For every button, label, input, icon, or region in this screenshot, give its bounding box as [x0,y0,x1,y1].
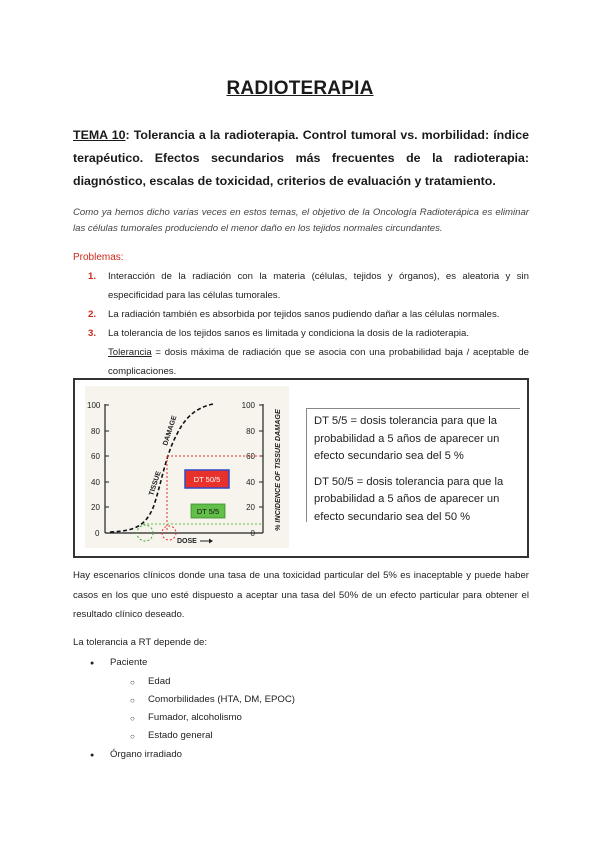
dt5-label: DT 5/5 [196,507,220,516]
topic-text: : Tolerancia a la radioterapia. Control tumoral vs. morbilidad: índice terapéutico. Efectos secundarios más frecuentes de la radioterapia: diagnóstico, escalas de toxicidad, criterios de evaluación y tratamiento. [73,128,529,188]
right-tick: 80 [246,427,255,436]
problem-item [88,267,529,305]
page-title: RADIOTERAPIA [226,78,374,99]
left-tick: 20 [91,503,100,512]
x-axis-label: DOSE [177,538,197,545]
tolerancia-term: Tolerancia [108,347,152,358]
problem-text: La tolerancia de los tejidos sanos es limitada y condiciona la dosis de la radioterapia. [108,328,470,339]
problem-item [88,305,529,324]
topic-label: TEMA 10 [73,128,126,142]
problem-item [88,324,529,381]
scenario-paragraph: Hay escenarios clínicos donde una tasa de una toxicidad particular del 5% es inaceptable y puede haber casos en los que uno esté dispuesto a aceptar una tasa del 50% de un efecto particular para obtener el resultado clínico deseado. [73,570,529,620]
problem-number: 1. [88,271,97,282]
left-tick: 100 [87,401,101,410]
sub-bullet: ○ Estado general [148,730,213,741]
right-tick: 40 [246,478,255,487]
bullet-organo: ● Órgano irradiado [110,749,182,760]
left-tick: 40 [91,478,100,487]
bullet-paciente: ● Paciente [110,657,147,668]
depends-intro: La tolerancia a RT depende de: [73,637,208,648]
curve-label-damage: DAMAGE [162,414,179,447]
right-axis-label: % INCIDENCE OF TISSUE DAMAGE [273,409,282,531]
left-tick: 60 [91,452,100,461]
problem-text: La radiación también es absorbida por tejidos sanos pudiendo dañar a las células normales. [108,309,500,320]
sub-bullet: ○ Fumador, alcoholismo [148,712,242,723]
topic-heading [73,124,529,193]
sub-bullet: ○ Comorbilidades (HTA, DM, EPOC) [148,694,295,705]
sub-bullet: ○ Edad [148,676,170,687]
problem-number: 3. [88,328,97,339]
tolerancia-definition: = dosis máxima de radiación que se asocia con una probabilidad baja / aceptable de complicaciones. [108,347,529,377]
dose-response-figure [85,386,289,548]
problems-title: Problemas: [73,252,124,263]
right-tick: 60 [246,452,255,461]
curve-label-tissue: TISSUE [148,470,163,497]
left-tick: 80 [91,427,100,436]
dt505-definition: DT 50/5 = dosis tolerancia para que la probabilidad a 5 años de aparecer un efecto secundario sea del 50 % [314,475,504,523]
right-tick: 20 [246,503,255,512]
right-tick: 0 [250,529,255,538]
problem-number: 2. [88,309,97,320]
intro-paragraph: Como ya hemos dicho varias veces en estos temas, el objetivo de la Oncología Radioterápica es eliminar las células tumorales produciendo el menor daño en los tejidos normales circundantes. [73,207,529,234]
right-tick: 100 [241,401,255,410]
dt-definitions [306,408,520,522]
dt55-definition: DT 5/5 = dosis tolerancia para que la probabilidad a 5 años de aparecer un efecto secundario sea del 5 % [314,415,500,462]
problem-text: Interacción de la radiación con la materia (células, tejidos y órganos), es aleatoria y sin especificidad para las células tumorales. [108,271,529,301]
left-tick: 0 [95,529,100,538]
dt50-label: DT 50/5 [193,475,221,484]
